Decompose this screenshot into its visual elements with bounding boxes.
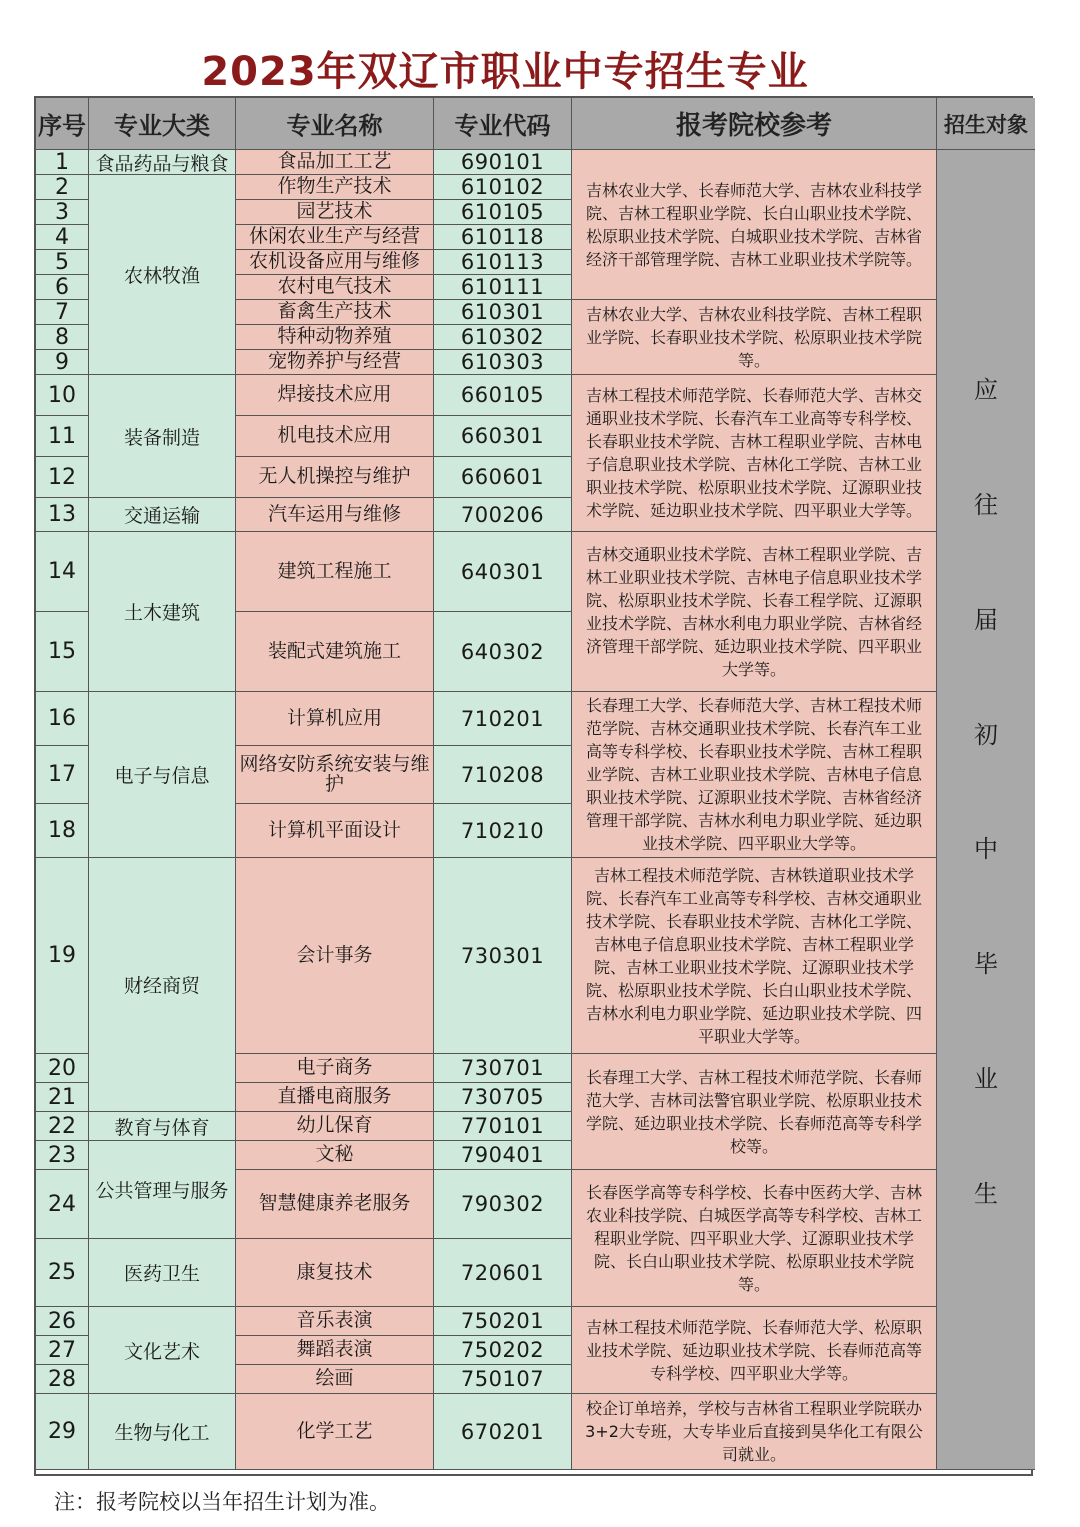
row-number: 8 bbox=[36, 325, 89, 350]
reference-text: 吉林农业大学、长春师范大学、吉林农业科技学院、吉林工程职业学院、长白山职业技术学院、松原职业技术学院、白城职业技术学院、吉林省经济干部管理学院、吉林工业职业技术学院等。 bbox=[585, 180, 922, 269]
category-cell: 装备制造 bbox=[89, 375, 236, 498]
row-number: 11 bbox=[36, 416, 89, 457]
header-major-name: 专业名称 bbox=[236, 98, 434, 150]
major-name: 计算机应用 bbox=[236, 692, 434, 746]
reference-cell bbox=[572, 532, 937, 692]
row-number: 21 bbox=[36, 1083, 89, 1112]
major-name: 绘画 bbox=[236, 1365, 434, 1394]
major-name: 文秘 bbox=[236, 1141, 434, 1170]
row-number: 2 bbox=[36, 175, 89, 200]
major-code: 720601 bbox=[434, 1239, 572, 1307]
row-number: 12 bbox=[36, 457, 89, 498]
major-name: 舞蹈表演 bbox=[236, 1336, 434, 1365]
major-code: 730301 bbox=[434, 858, 572, 1054]
major-code: 710210 bbox=[434, 804, 572, 858]
category-cell: 交通运输 bbox=[89, 498, 236, 532]
reference-text: 吉林工程技术师范学院、长春师范大学、松原职业技术学院、延边职业技术学院、长春师范高等专科学校、四平职业大学等。 bbox=[585, 1317, 922, 1383]
category-cell: 生物与化工 bbox=[89, 1394, 236, 1470]
row-number: 25 bbox=[36, 1239, 89, 1307]
enrollment-table bbox=[34, 96, 1033, 1476]
major-name: 电子商务 bbox=[236, 1054, 434, 1083]
category-cell: 财经商贸 bbox=[89, 858, 236, 1112]
row-number: 15 bbox=[36, 612, 89, 692]
category-cell: 食品药品与粮食 bbox=[89, 150, 236, 175]
major-code: 610105 bbox=[434, 200, 572, 225]
row-number: 6 bbox=[36, 275, 89, 300]
reference-text: 长春医学高等专科学校、长春中医药大学、吉林农业科技学院、白城医学高等专科学校、吉林工程职业学院、四平职业大学、辽源职业技术学院、长白山职业技术学院、松原职业技术学院等。 bbox=[585, 1182, 922, 1294]
target-char: 初 bbox=[974, 720, 998, 749]
major-name: 畜禽生产技术 bbox=[236, 300, 434, 325]
row-number: 19 bbox=[36, 858, 89, 1054]
major-name: 网络安防系统安装与维护 bbox=[236, 746, 434, 804]
major-code: 640301 bbox=[434, 532, 572, 612]
major-code: 660601 bbox=[434, 457, 572, 498]
major-code: 610113 bbox=[434, 250, 572, 275]
target-char: 届 bbox=[974, 605, 998, 634]
major-code: 610302 bbox=[434, 325, 572, 350]
major-code: 710208 bbox=[434, 746, 572, 804]
major-code: 700206 bbox=[434, 498, 572, 532]
major-name: 建筑工程施工 bbox=[236, 532, 434, 612]
row-number: 14 bbox=[36, 532, 89, 612]
reference-text: 吉林交通职业技术学院、吉林工程职业学院、吉林工业职业技术学院、吉林电子信息职业技术学院、松原职业技术学院、长春工程学院、辽源职业技术学院、吉林水利电力职业学院、吉林省经济管理干部学院、延边职业技术学院、四平职业大学等。 bbox=[585, 544, 922, 679]
major-name: 无人机操控与维护 bbox=[236, 457, 434, 498]
reference-text: 吉林工程技术师范学院、吉林铁道职业技术学院、长春汽车工业高等专科学校、吉林交通职业技术学院、长春职业技术学院、吉林化工学院、吉林电子信息职业技术学院、吉林工程职业学院、吉林工业职业技术学院、辽源职业技术学院、松原职业技术学院、长白山职业技术学院、吉林水利电力职业学院、延边职业技术学院、四平职业大学等。 bbox=[585, 865, 922, 1046]
major-name: 特种动物养殖 bbox=[236, 325, 434, 350]
major-code: 750107 bbox=[434, 1365, 572, 1394]
row-number: 17 bbox=[36, 746, 89, 804]
row-number: 18 bbox=[36, 804, 89, 858]
reference-text: 长春理工大学、长春师范大学、吉林工程技术师范学院、吉林交通职业技术学院、长春汽车工业高等专科学校、长春职业技术学院、吉林工程职业学院、吉林工业职业技术学院、吉林电子信息职业技术学院、辽源职业技术学院、吉林省经济管理干部学院、吉林水利电力职业学院、延边职业技术学院、四平职业大学等。 bbox=[585, 696, 922, 853]
row-number: 1 bbox=[36, 150, 89, 175]
header-major-code: 专业代码 bbox=[434, 98, 572, 150]
reference-cell bbox=[572, 1054, 937, 1170]
reference-cell bbox=[572, 692, 937, 858]
major-name: 园艺技术 bbox=[236, 200, 434, 225]
major-code: 790302 bbox=[434, 1170, 572, 1239]
major-code: 790401 bbox=[434, 1141, 572, 1170]
category-cell: 公共管理与服务 bbox=[89, 1141, 236, 1239]
row-number: 28 bbox=[36, 1365, 89, 1394]
category-cell: 农林牧渔 bbox=[89, 175, 236, 375]
major-name: 化学工艺 bbox=[236, 1394, 434, 1470]
category-cell: 文化艺术 bbox=[89, 1307, 236, 1394]
reference-cell bbox=[572, 300, 937, 375]
row-number: 5 bbox=[36, 250, 89, 275]
row-number: 9 bbox=[36, 350, 89, 375]
major-name: 食品加工工艺 bbox=[236, 150, 434, 175]
category-cell: 医药卫生 bbox=[89, 1239, 236, 1307]
row-number: 24 bbox=[36, 1170, 89, 1239]
row-number: 7 bbox=[36, 300, 89, 325]
target-cell bbox=[937, 150, 1035, 1470]
category-cell: 土木建筑 bbox=[89, 532, 236, 692]
row-number: 3 bbox=[36, 200, 89, 225]
major-name: 焊接技术应用 bbox=[236, 375, 434, 416]
reference-text: 校企订单培养，学校与吉林省工程职业学院联办3+2大专班，大专毕业后直接到昊华化工有限公司就业。 bbox=[585, 1399, 923, 1464]
major-name: 智慧健康养老服务 bbox=[236, 1170, 434, 1239]
major-code: 730701 bbox=[434, 1054, 572, 1083]
major-code: 770101 bbox=[434, 1112, 572, 1141]
major-name: 汽车运用与维修 bbox=[236, 498, 434, 532]
row-number: 4 bbox=[36, 225, 89, 250]
reference-cell bbox=[572, 1394, 937, 1470]
major-name: 会计事务 bbox=[236, 858, 434, 1054]
row-number: 10 bbox=[36, 375, 89, 416]
row-number: 13 bbox=[36, 498, 89, 532]
header-target: 招生对象 bbox=[937, 98, 1035, 150]
row-number: 16 bbox=[36, 692, 89, 746]
reference-cell bbox=[572, 1307, 937, 1394]
major-name: 直播电商服务 bbox=[236, 1083, 434, 1112]
reference-cell bbox=[572, 1170, 937, 1307]
target-char: 中 bbox=[974, 835, 998, 864]
row-number: 22 bbox=[36, 1112, 89, 1141]
major-name: 休闲农业生产与经营 bbox=[236, 225, 434, 250]
major-code: 610301 bbox=[434, 300, 572, 325]
target-char: 业 bbox=[974, 1065, 998, 1094]
target-char: 生 bbox=[974, 1180, 998, 1209]
major-name: 农机设备应用与维修 bbox=[236, 250, 434, 275]
major-name: 农村电气技术 bbox=[236, 275, 434, 300]
major-name: 康复技术 bbox=[236, 1239, 434, 1307]
category-cell: 电子与信息 bbox=[89, 692, 236, 858]
target-char: 应 bbox=[974, 375, 998, 404]
major-code: 640302 bbox=[434, 612, 572, 692]
reference-cell bbox=[572, 858, 937, 1054]
reference-text: 长春理工大学、吉林工程技术师范学院、长春师范大学、吉林司法警官职业学院、松原职业技术学院、延边职业技术学院、长春师范高等专科学校等。 bbox=[585, 1067, 922, 1156]
major-name: 作物生产技术 bbox=[236, 175, 434, 200]
major-code: 750201 bbox=[434, 1307, 572, 1336]
row-number: 29 bbox=[36, 1394, 89, 1470]
major-code: 730705 bbox=[434, 1083, 572, 1112]
major-code: 690101 bbox=[434, 150, 572, 175]
target-char: 毕 bbox=[974, 950, 998, 979]
footnote: 注：报考院校以当年招生计划为准。 bbox=[54, 1490, 390, 1514]
major-name: 幼儿保育 bbox=[236, 1112, 434, 1141]
header-reference-schools: 报考院校参考 bbox=[572, 98, 937, 150]
reference-text: 吉林农业大学、吉林农业科技学院、吉林工程职业学院、长春职业技术学院、松原职业技术学院等。 bbox=[585, 304, 922, 370]
reference-text: 吉林工程技术师范学院、长春师范大学、吉林交通职业技术学院、长春汽车工业高等专科学校、长春职业技术学院、吉林工程职业学院、吉林电子信息职业技术学院、吉林化工学院、吉林工业职业技术学院、松原职业技术学院、辽源职业技术学院、延边职业技术学院、四平职业大学等。 bbox=[585, 386, 922, 520]
reference-cell bbox=[572, 375, 937, 532]
category-cell: 教育与体育 bbox=[89, 1112, 236, 1141]
major-name: 宠物养护与经营 bbox=[236, 350, 434, 375]
target-char: 往 bbox=[974, 490, 998, 519]
row-number: 23 bbox=[36, 1141, 89, 1170]
row-number: 27 bbox=[36, 1336, 89, 1365]
reference-cell bbox=[572, 150, 937, 300]
major-code: 750202 bbox=[434, 1336, 572, 1365]
major-code: 610111 bbox=[434, 275, 572, 300]
major-code: 660105 bbox=[434, 375, 572, 416]
major-name: 机电技术应用 bbox=[236, 416, 434, 457]
header-serial: 序号 bbox=[36, 98, 89, 150]
major-name: 装配式建筑施工 bbox=[236, 612, 434, 692]
major-name: 计算机平面设计 bbox=[236, 804, 434, 858]
header-category: 专业大类 bbox=[89, 98, 236, 150]
row-number: 26 bbox=[36, 1307, 89, 1336]
major-code: 610118 bbox=[434, 225, 572, 250]
major-code: 710201 bbox=[434, 692, 572, 746]
major-code: 670201 bbox=[434, 1394, 572, 1470]
major-name: 音乐表演 bbox=[236, 1307, 434, 1336]
major-code: 610303 bbox=[434, 350, 572, 375]
major-code: 610102 bbox=[434, 175, 572, 200]
page-title: 2023年双辽市职业中专招生专业 bbox=[201, 49, 809, 95]
row-number: 20 bbox=[36, 1054, 89, 1083]
major-code: 660301 bbox=[434, 416, 572, 457]
